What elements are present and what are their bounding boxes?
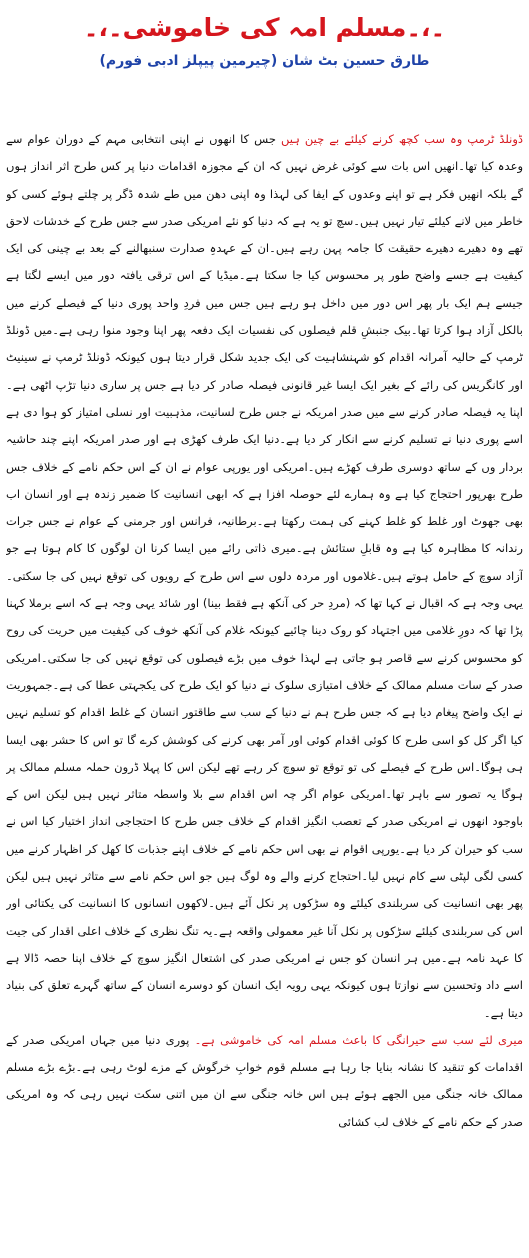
paragraph-text: پوری دنیا میں جہاں امریکی صدر کے اقدامات کو تنقید کا نشانہ بنایا جا رہا ہے مسلم قوم خوابِ خرگوش کے مزے لوٹ رہی ہے۔بڑے بڑے مسلم ممالک خانہ جنگی میں الجھے ہوئے ہیں اس خانہ جنگی سے ان میں اتنی سکت نہیں رہی کہ وہ امریکی صدر کے حکم نامے کے خلاف لب کشائی (6, 1032, 523, 1129)
paragraph-2 (6, 1027, 523, 1136)
article-body (6, 126, 523, 1254)
author-byline: طارق حسین بٹ شان (چیرمین پیپلز ادبی فورم) (99, 53, 430, 69)
paragraph-1 (6, 126, 523, 1027)
highlighted-lead-sentence: ڈونلڈ ٹرمپ وہ سب کچھ کرنے کیلئے بے چین ہیں (280, 132, 523, 146)
article-title: ۔،۔مسلم امہ کی خاموشی۔،۔ (83, 13, 446, 42)
article-header (0, 0, 529, 72)
highlighted-lead-sentence: میری لئے سب سے حیرانگی کا باعث مسلم امہ کی خاموشی ہے۔ (194, 1032, 523, 1047)
paragraph-text: جس کا انھوں نے اپنی انتخابی مہم کے دوران عوام سے وعدہ کیا تھا۔انھیں اس بات سے کوئی غرض نہیں کہ ان کے مجوزہ اقدامات دنیا پر کس طرح اثر انداز ہوں گے بلکہ انھیں فکر ہے تو اپنے وعدوں کے ایفا کی لہذا وہ اپنی دھن میں طے شدہ ڈگر پر چلتے ہوئے کسی کو خاطر میں لانے کیلئے تیار نہیں ہیں۔سچ تو یہ ہے کہ دنیا کو نئے امریکی صدر سے جس طرح کے خدشات لاحق تھے وہ دھیرے دھیرے حقیقت کا جامہ پہن رہے ہیں۔ان کے عہدہِ صدارت سنبھالنے کے بعد بے چینی کی ایک کیفیت ہے جسے واضح طور پر محسوس کیا جا سکتا ہے۔میڈیا کے اس ترقی یافتہ دور میں ایسے لگتا ہے جیسے ہم ایک بار پھر اس دور میں داخل ہو رہے ہیں جس میں فردِ واحد پوری دنیا کے فیصلے کرنے میں بالکل آزاد ہوا کرتا تھا۔بیک جنبشِ قلم فیصلوں کی نفسیات ایک دفعہ پھر اپنا وجود منوا رہی ہے۔میں ڈونلڈ ٹرمپ کے حالیہ آمرانہ اقدام کو شہنشاہیت کی ایک جدید شکل قرار دیتا ہوں کیونکہ ڈونلڈ ٹرمپ نے سینیٹ اور کانگریس کی رائے کے بغیر ایک ایسا غیر قانونی فیصلہ صادر کر دیا ہے جس پر ساری دنیا تڑپ اٹھی ہے۔اپنا یہ فیصلہ صادر کرنے سے میں صدر امریکہ نے جس طرح لسانیت، مذہبیت اور نسلی امتیاز کو ہوا دی ہے اسے پوری دنیا نے تسلیم کرنے سے انکار کر دیا ہے۔دنیا ایک طرف کھڑی ہے اور صدر امریکہ اپنے چند حاشیہ بردار وں کے ساتھ دوسری طرف کھڑے ہیں۔امریکی اور یورپی عوام نے ان کے اس حکم نامے کے خلاف جس طرح بھرپور احتجاج کیا ہے وہ ہمارے لئے حوصلہ افزا ہے کہ ابھی انسانیت کا ضمیر زندہ ہے اور انسان اب بھی جھوٹ اور غلط کو غلط کہنے کی ہمت رکھتا ہے۔برطانیہ، فرانس اور جرمنی کے عوام نے جس جرات رندانہ کا مظاہرہ کیا ہے وہ قابلِ ستائش ہے۔میری ذاتی رائے میں ایسا کرنا ان لوگوں کا کام ہوتا ہے جو آزاد سوچ کے حامل ہوتے ہیں۔غلاموں اور مردہ دلوں سے اس طرح کے رویوں کی توقع نہیں کی جا سکتی۔یہی وجہ ہے کہ اقبال نے کہا تھا کہ (مردِ حر کی آنکھ ہے فقط بینا) اور شائد یہی وجہ ہے کہ اسے برملا کہنا پڑا تھا کہ دورِ غلامی میں اجتہاد کو روک دینا چائیے کیونکہ غلام کی آنکھ خوف کی کیفیت میں حریت کی روح کو محسوس کرنے سے قاصر ہو جاتی ہے لہذا خوف میں بڑے فیصلوں کی توقع نہیں کی جا سکتی۔امریکی صدر کے سات مسلم ممالک کے خلاف امتیازی سلوک نے دنیا کو ایک طرح کی یکجہتی عطا کی ہے۔جمہوریت نے ایک واضح پیغام دیا ہے کہ جس طرح ہم نے دنیا کے سب سے طاقتور انسان کے غلط اقدام کو تسلیم نہیں کیا اگر کل کو اسی طرح کا کوئی اقدام کوئی اور آمر بھی کرنے کی کوشش کرے گا تو اس کا حشر بھی ایسا ہی ہوگا۔اس طرح کے فیصلے کی تو توقع تو سوچ کر رہے تھے لیکن اس کا پہلا ڈرون حملہ مسلم ممالک پر ہوگا یہ تصور سے باہر تھا۔امریکی عوام اگر چہ اس اقدام سے بلا واسطہ متاثر نہیں ہیں لیکن اس کے باوجود انھوں نے امریکی صدر کے تعصب انگیز اقدام کے خلاف جس طرح کا احتجاجی انداز اختیار کیا اس نے سب کو حیران کر دیا ہے۔یورپی اقوام نے بھی اس حکم نامے کے خلاف اپنے جذبات کا کھل کر اظہار کرنے میں کسی لگی لپٹی سے کام نہیں لیا۔احتجاج کرنے والے وہ لوگ ہیں جو اس حکم نامے سے متاثر نہیں ہیں لیکن پھر بھی انسانیت کی سربلندی کیلئے وہ سڑکوں پر نکل آئے ہیں۔لاکھوں انسانوں کا انسانیت کی یکتائی اور اس کی سربلندی کیلئے سڑکوں پر نکل آنا غیر معمولی واقعہ ہے۔یہ تنگ نظری کے خلاف اعلی اقدار کی جیت کا عہد نامہ ہے۔میں ہر انسان کو جس نے امریکی صدر کی اشتعال انگیز سوچ کے خلاف اپنا حصہ ڈالا ہے اسے داد وتحسین سے نوازتا ہوں کیونکہ یہی رویہ ایک انسان کو دوسرے انسان کے ساتھ گہرے تعلق کی بنیاد دیتا ہے۔ (6, 132, 523, 1020)
